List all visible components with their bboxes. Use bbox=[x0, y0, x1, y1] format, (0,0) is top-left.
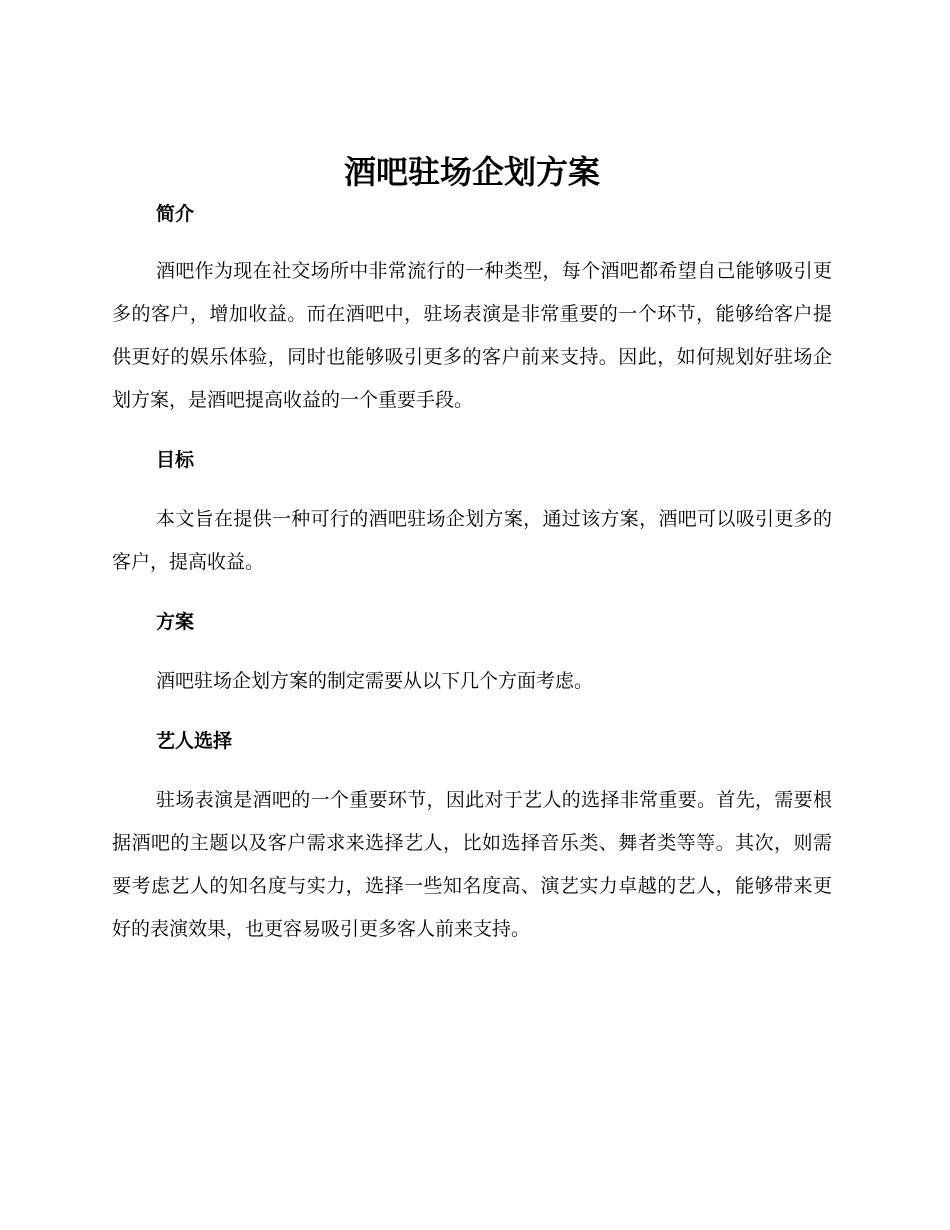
section-heading-artist-selection: 艺人选择 bbox=[156, 730, 233, 752]
document-title: 酒吧驻场企划方案 bbox=[343, 153, 600, 191]
section-paragraph-plan: 酒吧驻场企划方案的制定需要从以下几个方面考虑。 bbox=[156, 670, 594, 692]
document-body bbox=[112, 150, 832, 951]
section-heading-intro: 简介 bbox=[156, 203, 195, 225]
section-paragraph-artist-selection: 驻场表演是酒吧的一个重要环节，因此对于艺人的选择非常重要。首先，需要根据酒吧的主题以及客户需求来选择艺人，比如选择音乐类、舞者类等等。其次，则需要考虑艺人的知名度与实力，选择一些知名度高、演艺实力卓越的艺人，能够带来更好的表演效果，也更容易吸引更多客人前来支持。 bbox=[112, 789, 832, 940]
section-paragraph-intro: 酒吧作为现在社交场所中非常流行的一种类型，每个酒吧都希望自己能够吸引更多的客户，增加收益。而在酒吧中，驻场表演是非常重要的一个环节，能够给客户提供更好的娱乐体验，同时也能够吸引更多的客户前来支持。因此，如何规划好驻场企划方案，是酒吧提高收益的一个重要手段。 bbox=[112, 260, 832, 411]
section-heading-plan: 方案 bbox=[156, 611, 195, 633]
section-heading-goal: 目标 bbox=[156, 449, 195, 471]
section-paragraph-goal: 本文旨在提供一种可行的酒吧驻场企划方案，通过该方案，酒吧可以吸引更多的客户，提高收益。 bbox=[112, 508, 832, 573]
